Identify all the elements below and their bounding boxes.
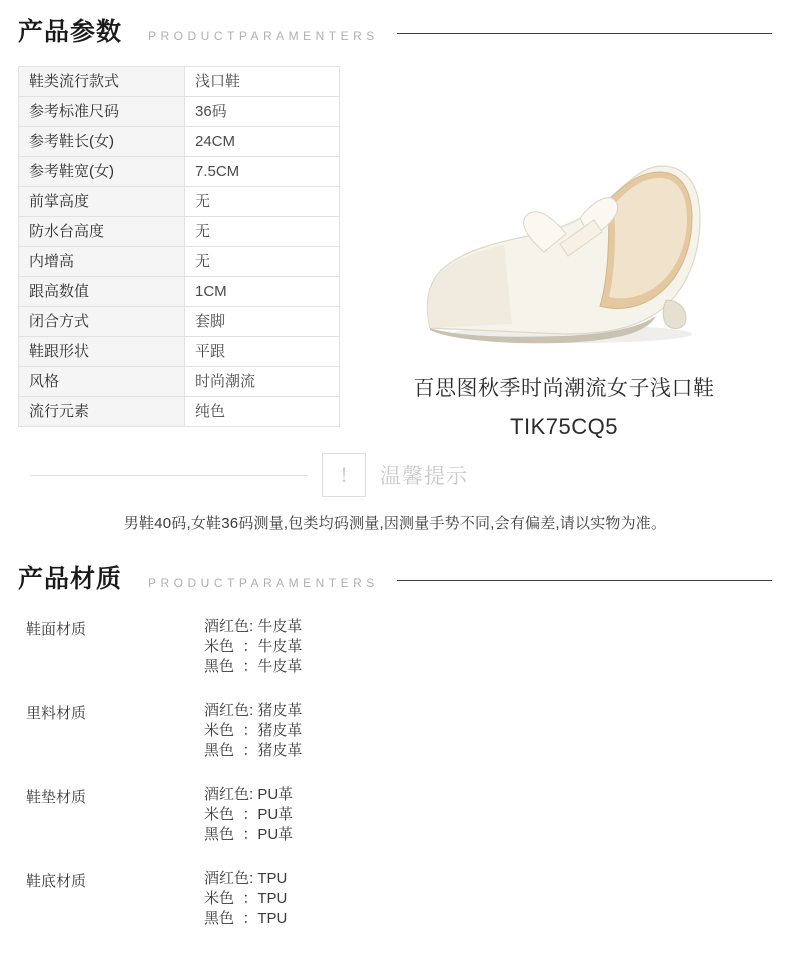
spec-value: 无: [185, 217, 340, 247]
product-showcase: [355, 66, 773, 440]
spec-value: 浅口鞋: [185, 67, 340, 97]
list-item: [18, 785, 772, 845]
header-divider: [397, 33, 772, 34]
spec-key: 内增高: [19, 247, 185, 277]
list-item: [18, 701, 772, 761]
tip-title: 温馨提示: [380, 465, 468, 488]
table-row: [19, 67, 340, 97]
spec-key: 闭合方式: [19, 307, 185, 337]
spec-value: 1CM: [185, 277, 340, 307]
material-values: [204, 701, 302, 761]
table-row: [19, 127, 340, 157]
table-row: [19, 397, 340, 427]
section-header-params: [0, 12, 790, 48]
material-values: [204, 617, 302, 677]
params-area: [0, 66, 790, 446]
section-header-materials: [0, 559, 790, 595]
product-title: 百思图秋季时尚潮流女子浅口鞋: [413, 377, 715, 400]
material-value: 酒红色: PU革: [204, 786, 294, 803]
spec-table: [18, 66, 340, 427]
table-row: [19, 217, 340, 247]
spec-key: 前掌高度: [19, 187, 185, 217]
spec-key: 鞋跟形状: [19, 337, 185, 367]
spec-key: 风格: [19, 367, 185, 397]
material-label: 鞋垫材质: [26, 789, 87, 806]
spec-value: 无: [185, 247, 340, 277]
spec-value: 7.5CM: [185, 157, 340, 187]
header-divider: [397, 580, 772, 581]
table-row: [19, 157, 340, 187]
spec-key: 跟高数值: [19, 277, 185, 307]
material-values: [204, 785, 293, 845]
tip-text: 男鞋40码,女鞋36码测量,包类均码测量,因测量手势不同,会有偏差,请以实物为准。: [123, 515, 667, 532]
tip-block: [0, 452, 790, 533]
section-title-cn: 产品材质: [18, 565, 123, 593]
section-title-en: PRODUCTPARAMENTERS: [148, 576, 379, 590]
table-row: [19, 247, 340, 277]
spec-value: 无: [185, 187, 340, 217]
spec-value: 平跟: [185, 337, 340, 367]
table-row: [19, 337, 340, 367]
exclamation-icon: !: [322, 453, 366, 497]
list-item: [18, 869, 772, 929]
material-value: 米色 ：猪皮革: [204, 722, 303, 739]
spec-key: 鞋类流行款式: [19, 67, 185, 97]
material-label: 里料材质: [26, 705, 87, 722]
spec-key: 参考鞋长(女): [19, 127, 185, 157]
spec-value: 24CM: [185, 127, 340, 157]
spec-key: 参考标准尺码: [19, 97, 185, 127]
shoe-illustration: [394, 66, 734, 366]
product-image: [355, 66, 773, 376]
spec-value: 纯色: [185, 397, 340, 427]
material-label: 鞋面材质: [26, 621, 87, 638]
spec-value: 36码: [185, 97, 340, 127]
materials-list: [0, 617, 790, 929]
spec-key: 参考鞋宽(女): [19, 157, 185, 187]
section-title-cn: 产品参数: [18, 18, 123, 46]
tip-header: [0, 452, 790, 498]
material-value: 酒红色: 牛皮革: [204, 618, 303, 635]
material-value: 酒红色: TPU: [204, 870, 288, 887]
table-row: [19, 97, 340, 127]
table-row: [19, 277, 340, 307]
material-value: 米色 ：PU革: [204, 806, 294, 823]
list-item: [18, 617, 772, 677]
material-label: 鞋底材质: [26, 873, 87, 890]
section-title-en: PRODUCTPARAMENTERS: [148, 29, 379, 43]
material-value: 米色 ：牛皮革: [204, 638, 303, 655]
material-value: 黑色 ：牛皮革: [204, 658, 303, 675]
material-values: [204, 869, 287, 929]
material-value: 黑色 ：PU革: [204, 826, 294, 843]
spec-key: 流行元素: [19, 397, 185, 427]
material-value: 酒红色: 猪皮革: [204, 702, 303, 719]
spec-key: 防水台高度: [19, 217, 185, 247]
material-value: 黑色 ：猪皮革: [204, 742, 303, 759]
materials-section: [0, 559, 790, 929]
material-value: 黑色 ：TPU: [204, 910, 288, 927]
spec-value: 时尚潮流: [185, 367, 340, 397]
material-value: 米色 ：TPU: [204, 890, 288, 907]
table-row: [19, 187, 340, 217]
product-code: TIK75CQ5: [510, 414, 618, 439]
spec-value: 套脚: [185, 307, 340, 337]
table-row: [19, 367, 340, 397]
table-row: [19, 307, 340, 337]
tip-divider-left: [30, 475, 308, 476]
